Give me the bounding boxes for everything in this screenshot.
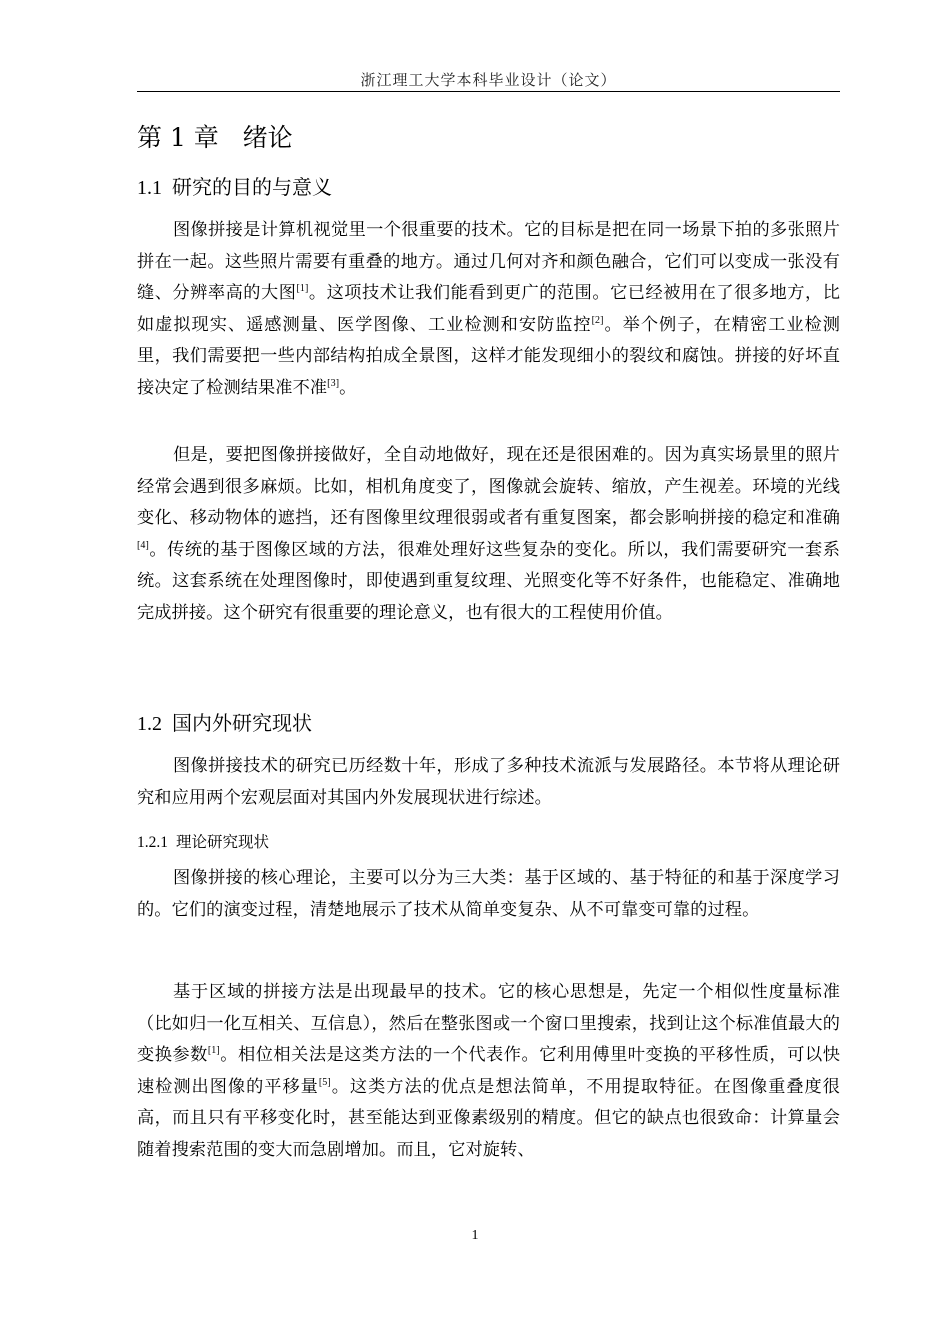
paragraph [137, 215, 840, 404]
citation[interactable]: [4] [137, 539, 149, 551]
page-header: 浙江理工大学本科毕业设计（论文） [360, 71, 617, 89]
paragraph-text: 。相位相关法是这类方法的一个代表作。它利用傅里叶变换的平移性质，可以快速检测出图像的平移量 [137, 1045, 840, 1097]
section-number: 1.1 [137, 177, 162, 199]
subsection-number: 1.2.1 [137, 834, 168, 851]
citation[interactable]: [1] [207, 1045, 220, 1056]
citation[interactable]: [1] [296, 283, 309, 294]
paragraph-text: 但是，要把图像拼接做好，全自动地做好，现在还是很困难的。因为真实场景里的照片经常会遇到很多麻烦。比如，相机角度变了，图像就会旋转、缩放，产生视差。环境的光线变化、移动物体的遮挡，还有图像里纹理很弱或者有重复图案，都会影响拼接的稳定和准确 [137, 445, 840, 528]
citation[interactable]: [5] [318, 1076, 331, 1088]
header-divider [137, 91, 840, 92]
section-heading-1-1 [137, 173, 332, 202]
subsection-heading-1-2-1 [137, 830, 269, 855]
paragraph-text: 。这类方法的优点是想法简单，不用提取特征。在图像重叠度很高，而且只有平移变化时，甚至能达到亚像素级别的精度。但它的缺点也很致命：计算量会随着搜索范围的变大而急剧增加。而且，它对旋转、 [137, 1076, 840, 1160]
section-title-text: 国内外研究现状 [172, 711, 312, 735]
paragraph-text: 。 [339, 377, 357, 398]
paragraph-text: 。举个例子，在精密工业检测里，我们需要把一些内部结构拍成全景图，这样才能发现细小的裂纹和腐蚀。拼接的好坏直接决定了检测结果准不准 [137, 314, 840, 398]
paragraph-text: 图像拼接的核心理论，主要可以分为三大类：基于区域的、基于特征的和基于深度学习的。它们的演变过程，清楚地展示了技术从简单变复杂、从不可靠变可靠的过程。 [137, 868, 840, 920]
citation[interactable]: [3] [327, 377, 340, 389]
section-heading-1-2 [137, 709, 312, 738]
citation[interactable]: [2] [591, 314, 604, 326]
paragraph [137, 440, 840, 629]
paragraph [137, 863, 840, 926]
chapter-title: 第 1 章 绪论 [137, 123, 293, 152]
paragraph-text: 。传统的基于图像区域的方法，很难处理好这些复杂的变化。所以，我们需要研究一套系统。这套系统在处理图像时，即使遇到重复纹理、光照变化等不好条件，也能稳定、准确地完成拼接。这个研究有很重要的理论意义，也有很大的工程使用价值。 [137, 539, 840, 623]
page-number: 1 [471, 1228, 479, 1243]
subsection-title-text: 理论研究现状 [176, 833, 270, 851]
section-title-text: 研究的目的与意义 [172, 175, 332, 199]
paragraph-text: 图像拼接是计算机视觉里一个很重要的技术。它的目标是把在同一场景下拍的多张照片拼在一起。这些照片需要有重叠的地方。通过几何对齐和颜色融合，它们可以变成一张没有缝、分辨率高的大图 [137, 220, 840, 303]
paragraph-text: 。这项技术让我们能看到更广的范围。它已经被用在了很多地方，比如虚拟现实、遥感测量、医学图像、工业检测和安防监控 [137, 283, 840, 335]
paragraph [137, 977, 840, 1166]
section-number: 1.2 [137, 713, 162, 735]
paragraph-text: 基于区域的拼接方法是出现最早的技术。它的核心思想是，先定一个相似性度量标准（比如归一化互相关、互信息），然后在整张图或一个窗口里搜索，找到让这个标准值最大的变换参数 [137, 982, 840, 1065]
paragraph [137, 751, 840, 814]
paragraph-text: 图像拼接技术的研究已历经数十年，形成了多种技术流派与发展路径。本节将从理论研究和应用两个宏观层面对其国内外发展现状进行综述。 [137, 756, 840, 808]
